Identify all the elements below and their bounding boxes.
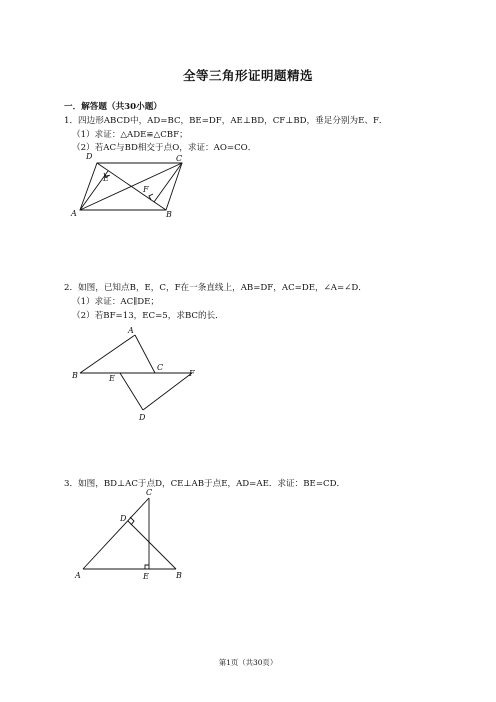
fig3-side-ac <box>83 498 149 569</box>
fig3-label: D <box>120 514 127 523</box>
fig1-label: F <box>143 185 149 194</box>
fig2-label: E <box>109 374 115 383</box>
fig1-perp-cf <box>154 163 182 202</box>
fig2-side-df <box>143 373 192 410</box>
fig2-label: B <box>72 371 78 380</box>
fig2-label: C <box>157 363 164 372</box>
fig3-right-angle-e <box>145 565 149 569</box>
fig2-side-ac <box>135 335 155 373</box>
problem-1-part-1: （1）求证：△ADE≌△CBF； <box>72 130 188 140</box>
fig1-label: E <box>103 174 109 183</box>
figure-1 <box>70 152 182 219</box>
problem-2-part-2: （2）若BF=13，EC=5，求BC的长． <box>72 311 224 321</box>
fig3-label: B <box>176 571 182 580</box>
fig1-label: B <box>166 210 172 219</box>
fig2-label: A <box>128 326 134 335</box>
page-footer: 第1页（共30页） <box>218 658 278 667</box>
fig2-side-ed <box>120 373 143 410</box>
fig1-diagonal-ac <box>80 163 182 210</box>
problem-2-part-1: （1）求证：AC∥DE； <box>72 297 159 307</box>
problem-2-stem: 2．如图，已知点B，E，C，F在一条直线上，AB=DF，AC=DE，∠A=∠D． <box>64 283 367 293</box>
fig1-label: C <box>176 154 183 163</box>
fig1-label: D <box>86 152 93 161</box>
problem-1-stem: 1．四边形ABCD中，AD=BC，BE=DF，AE⊥BD，CF⊥BD，垂足分别为E、F． <box>64 116 388 126</box>
section-heading: 一．解答题（共30小题） <box>64 102 162 112</box>
fig2-label: D <box>139 413 146 422</box>
fig1-label: A <box>71 209 77 218</box>
figure-2 <box>71 326 195 422</box>
fig3-label: A <box>75 571 81 580</box>
fig3-altitude-bd <box>128 521 176 569</box>
problem-3-stem: 3．如图，BD⊥AC于点D，CE⊥AB于点E，AD=AE．求证：BE=CD． <box>64 479 346 489</box>
problem-1-part-2: （2）若AC与BD相交于点O，求证：AO=CO． <box>72 143 257 153</box>
fig3-label: E <box>143 572 149 581</box>
fig2-label: F <box>189 369 195 378</box>
page-title: 全等三角形证明题精选 <box>182 68 313 83</box>
figure-3 <box>74 488 182 581</box>
fig3-label: C <box>146 488 153 497</box>
fig2-side-ab <box>80 335 135 373</box>
